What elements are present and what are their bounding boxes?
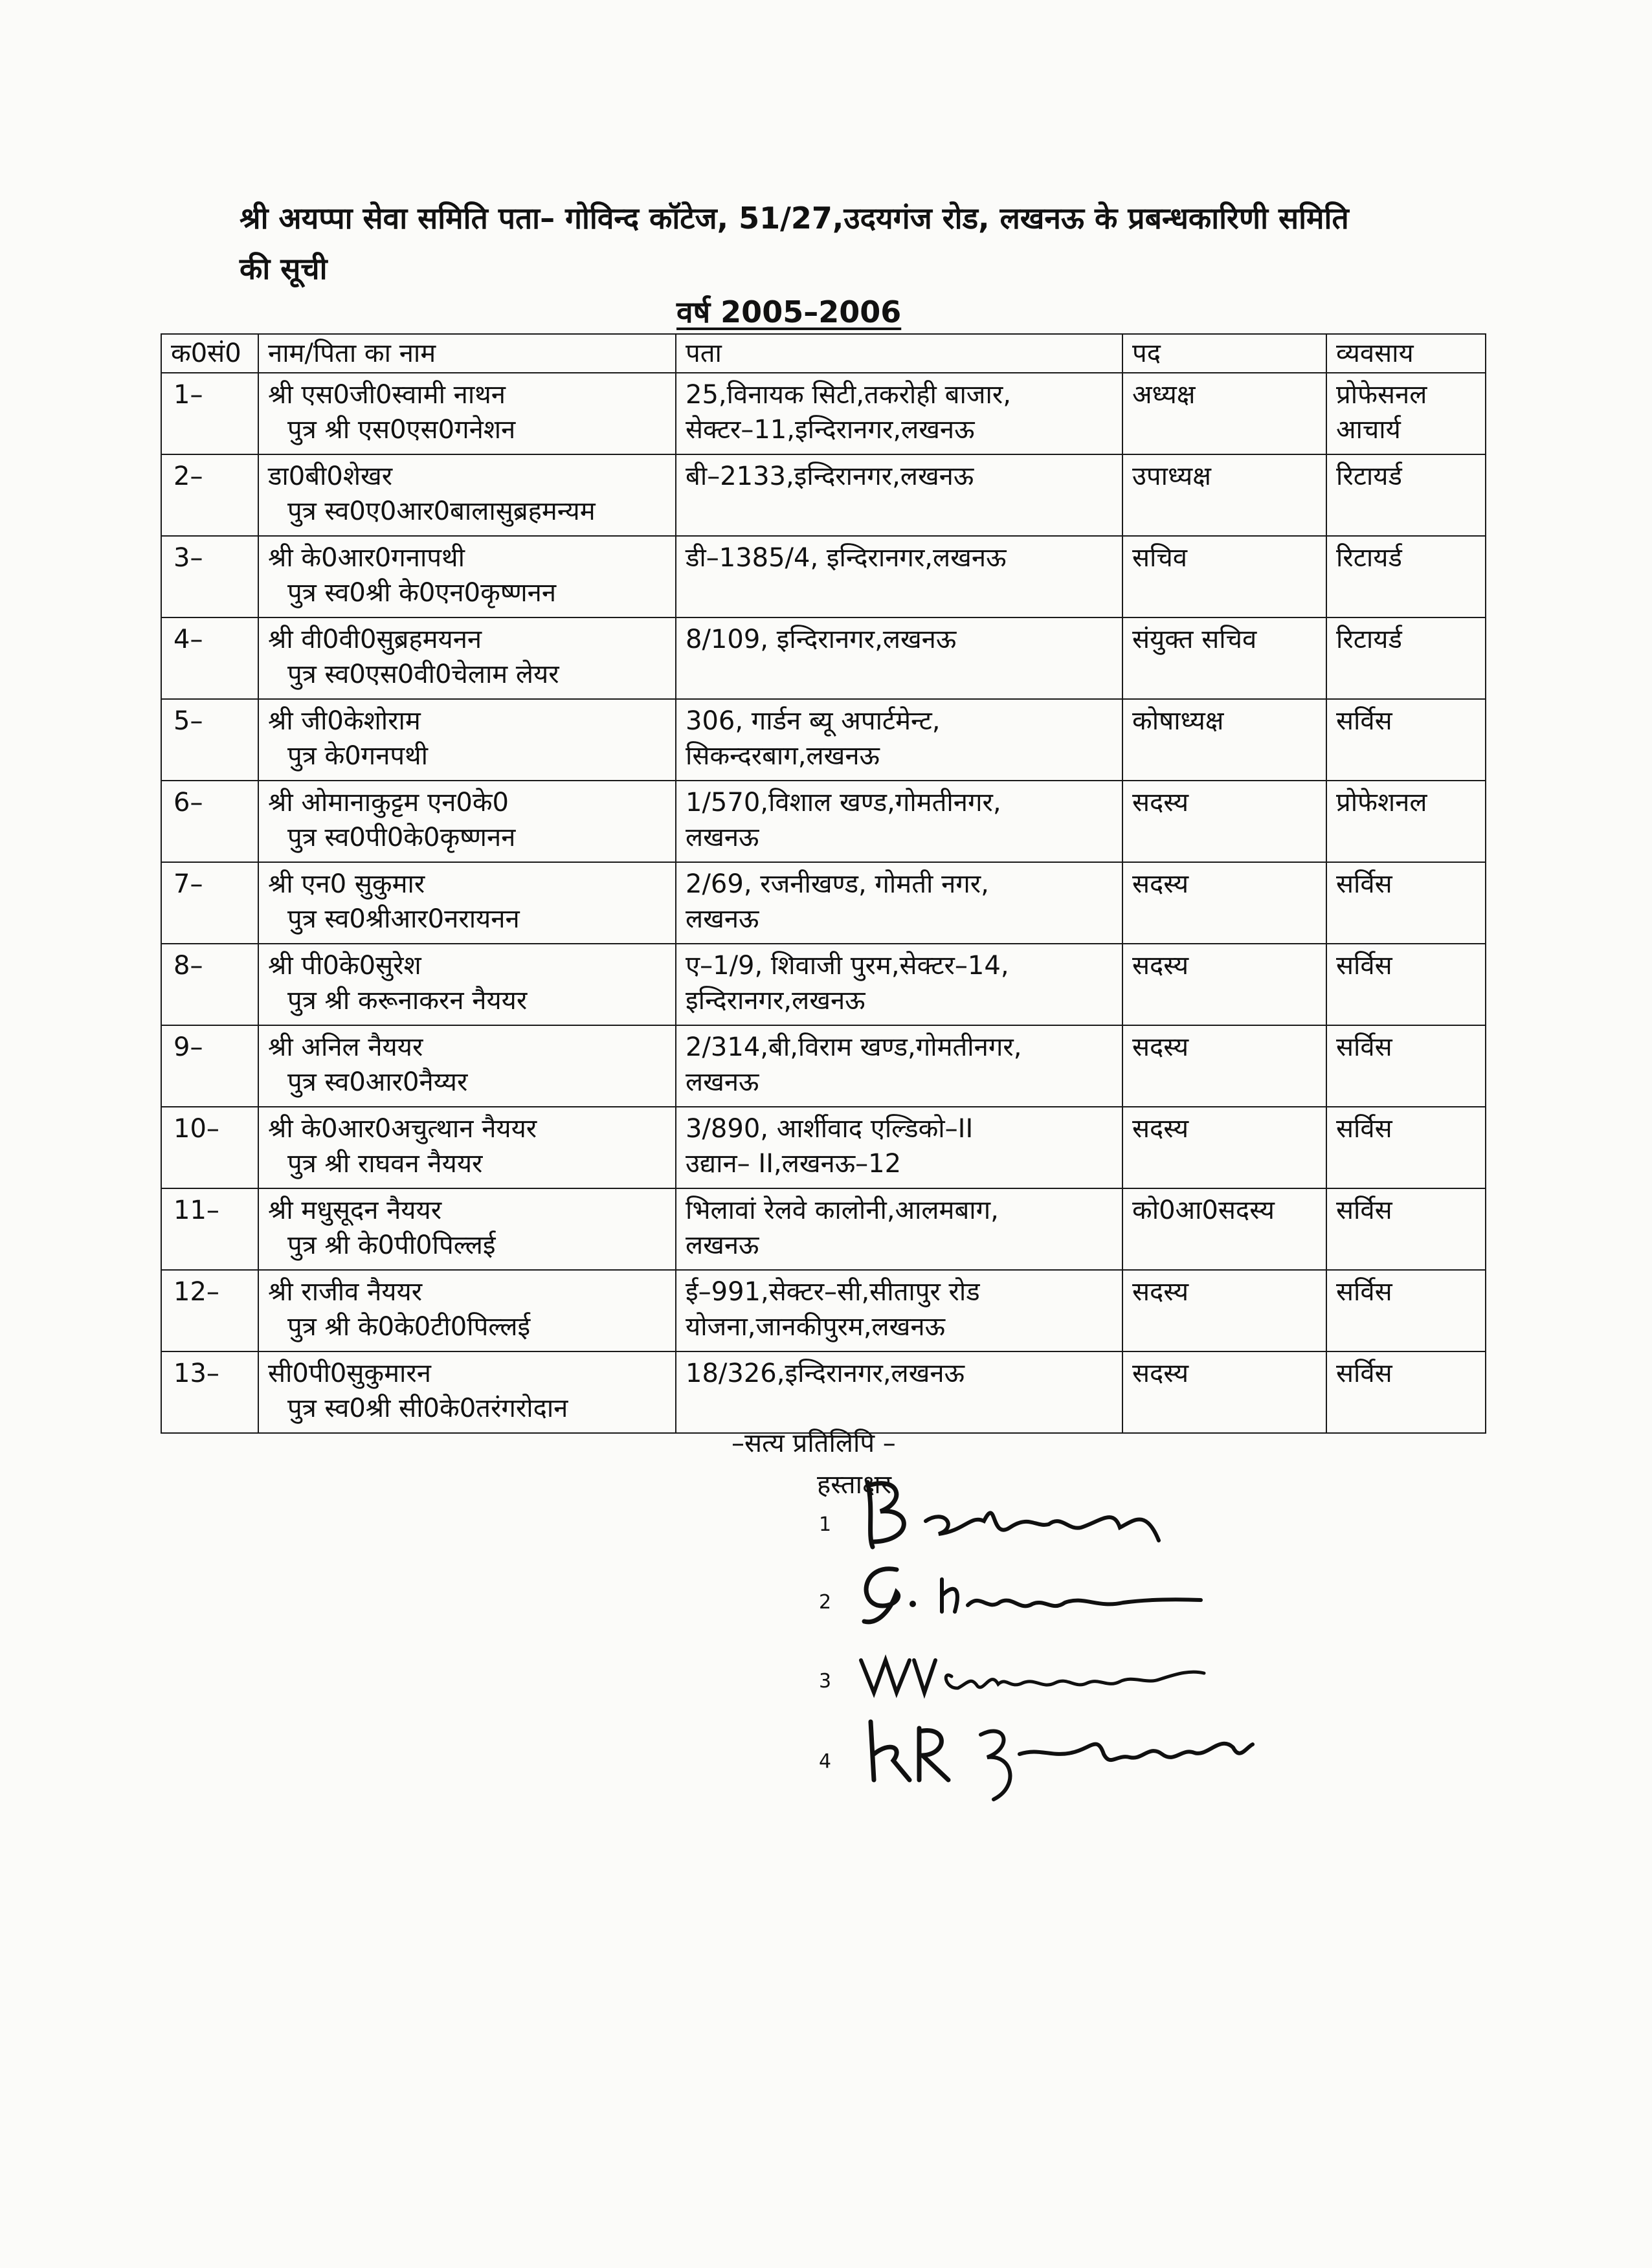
serial-cell — [161, 1025, 258, 1107]
post-cell — [1122, 699, 1326, 781]
table-body — [161, 373, 1486, 1433]
address-cell — [676, 1188, 1122, 1270]
name-cell — [258, 781, 676, 862]
column-header-name: नाम/पिता का नाम — [258, 334, 676, 373]
name-cell — [258, 944, 676, 1025]
signature-4-image — [858, 1709, 1311, 1806]
serial-cell — [161, 536, 258, 617]
serial-number: 1– — [173, 380, 203, 410]
member-name: डा0बी0शेखर — [268, 461, 393, 491]
address-line-1: भिलावां रेलवे कालोनी,आलमबाग, — [686, 1195, 999, 1225]
address-cell — [676, 454, 1122, 536]
occupation-line-1: रिटायर्ड — [1336, 625, 1402, 654]
post-value: सदस्य — [1132, 1277, 1189, 1307]
signature-number: 4 — [819, 1750, 832, 1773]
member-name: श्री जी0केशोराम — [268, 706, 421, 736]
name-cell — [258, 862, 676, 944]
father-name: पुत्र स्व0एस0वी0चेलाम लेयर — [287, 660, 559, 689]
address-line-1: 2/69, रजनीखण्ड, गोमती नगर, — [686, 869, 989, 899]
occupation-line-1: सर्विस — [1336, 1359, 1392, 1388]
post-value: सदस्य — [1132, 788, 1189, 817]
father-name: पुत्र के0गनपथी — [287, 741, 429, 771]
occupation-cell — [1326, 862, 1486, 944]
name-cell — [258, 1188, 676, 1270]
serial-cell — [161, 617, 258, 699]
post-value: सचिव — [1132, 543, 1188, 573]
table-row — [161, 862, 1486, 944]
occupation-cell — [1326, 944, 1486, 1025]
name-cell — [258, 617, 676, 699]
member-name: श्री एन0 सुकुमार — [268, 869, 425, 899]
table-row — [161, 781, 1486, 862]
occupation-cell — [1326, 536, 1486, 617]
address-cell — [676, 1107, 1122, 1188]
name-cell — [258, 373, 676, 454]
occupation-line-1: सर्विस — [1336, 951, 1392, 981]
post-cell — [1122, 536, 1326, 617]
serial-number: 4– — [173, 625, 203, 654]
post-value: अध्यक्ष — [1132, 380, 1196, 410]
father-name: पुत्र स्व0श्रीआर0नरायनन — [287, 904, 520, 934]
occupation-cell — [1326, 373, 1486, 454]
member-name: श्री राजीव नैययर — [268, 1277, 423, 1307]
table-row — [161, 617, 1486, 699]
signature-1-image — [854, 1469, 1191, 1553]
column-header-occupation: व्यवसाय — [1326, 334, 1486, 373]
table-header-row — [161, 334, 1486, 373]
name-cell — [258, 1270, 676, 1351]
address-cell — [676, 1270, 1122, 1351]
post-cell — [1122, 454, 1326, 536]
post-value: संयुक्त सचिव — [1132, 625, 1257, 654]
serial-cell — [161, 862, 258, 944]
occupation-cell — [1326, 1025, 1486, 1107]
member-name: सी0पी0सुकुमारन — [268, 1359, 431, 1388]
occupation-line-2: आचार्य — [1336, 415, 1401, 445]
father-name: पुत्र श्री राघवन नैययर — [287, 1149, 483, 1179]
occupation-cell — [1326, 781, 1486, 862]
post-cell — [1122, 862, 1326, 944]
member-name: श्री मधुसूदन नैययर — [268, 1195, 442, 1225]
occupation-line-1: रिटायर्ड — [1336, 543, 1402, 573]
serial-number: 9– — [173, 1032, 203, 1062]
table-row — [161, 373, 1486, 454]
serial-number: 5– — [173, 706, 203, 736]
signature-number: 3 — [819, 1670, 832, 1693]
column-header-serial: क0सं0 — [161, 334, 258, 373]
address-line-1: 8/109, इन्दिरानगर,लखनऊ — [686, 625, 957, 654]
father-name: पुत्र श्री करूनाकरन नैययर — [287, 986, 528, 1016]
address-cell — [676, 1351, 1122, 1433]
post-value: सदस्य — [1132, 869, 1189, 899]
address-line-2: लखनऊ — [686, 1230, 759, 1260]
occupation-cell — [1326, 1351, 1486, 1433]
column-header-address: पता — [676, 334, 1122, 373]
table-row — [161, 454, 1486, 536]
father-name: पुत्र स्व0ए0आर0बालासुब्रहमन्यम — [287, 496, 596, 526]
name-cell — [258, 699, 676, 781]
serial-number: 13– — [173, 1359, 219, 1388]
address-cell — [676, 1025, 1122, 1107]
serial-cell — [161, 1188, 258, 1270]
father-name: पुत्र श्री एस0एस0गनेशन — [287, 415, 516, 445]
member-name: श्री अनिल नैययर — [268, 1032, 423, 1062]
address-line-1: 1/570,विशाल खण्ड,गोमतीनगर, — [686, 788, 1001, 817]
serial-number: 6– — [173, 788, 203, 817]
address-line-2: लखनऊ — [686, 904, 759, 934]
address-cell — [676, 617, 1122, 699]
occupation-cell — [1326, 617, 1486, 699]
name-cell — [258, 1351, 676, 1433]
post-value: सदस्य — [1132, 1114, 1189, 1144]
post-value: सदस्य — [1132, 1032, 1189, 1062]
signature-label: हस्ताक्षर — [817, 1470, 891, 1500]
serial-cell — [161, 1107, 258, 1188]
occupation-line-1: सर्विस — [1336, 706, 1392, 736]
address-cell — [676, 862, 1122, 944]
post-cell — [1122, 1270, 1326, 1351]
table-row — [161, 1351, 1486, 1433]
address-cell — [676, 699, 1122, 781]
post-cell — [1122, 617, 1326, 699]
address-line-2: लखनऊ — [686, 823, 759, 852]
name-cell — [258, 1107, 676, 1188]
address-line-2: इन्दिरानगर,लखनऊ — [686, 986, 865, 1016]
father-name: पुत्र श्री के0पी0पिल्लई — [287, 1230, 496, 1260]
serial-cell — [161, 454, 258, 536]
post-value: सदस्य — [1132, 1359, 1189, 1388]
name-cell — [258, 454, 676, 536]
occupation-cell — [1326, 1107, 1486, 1188]
serial-number: 12– — [173, 1277, 219, 1307]
address-line-1: डी–1385/4, इन्दिरानगर,लखनऊ — [686, 543, 1007, 573]
occupation-line-1: सर्विस — [1336, 1114, 1392, 1144]
occupation-line-1: सर्विस — [1336, 1195, 1392, 1225]
father-name: पुत्र स्व0पी0के0कृष्णनन — [287, 823, 516, 852]
occupation-line-1: प्रोफेशनल — [1336, 788, 1427, 817]
address-line-2: सिकन्दरबाग,लखनऊ — [686, 741, 880, 771]
post-cell — [1122, 1107, 1326, 1188]
post-value: को0आ0सदस्य — [1132, 1195, 1275, 1225]
address-line-1: ए–1/9, शिवाजी पुरम,सेक्टर–14, — [686, 951, 1009, 981]
table-row — [161, 1025, 1486, 1107]
member-name: श्री के0आर0गनापथी — [268, 543, 465, 573]
post-value: कोषाध्यक्ष — [1132, 706, 1224, 736]
post-cell — [1122, 1025, 1326, 1107]
year-heading: वर्ष 2005–2006 — [676, 295, 902, 329]
member-name: श्री पी0के0सुरेश — [268, 951, 421, 981]
name-cell — [258, 1025, 676, 1107]
serial-cell — [161, 373, 258, 454]
true-copy-label: –सत्य प्रतिलिपि – — [731, 1429, 896, 1458]
table-row — [161, 944, 1486, 1025]
member-name: श्री ओमानाकुट्टम एन0के0 — [268, 788, 509, 817]
signature-3-image — [854, 1638, 1256, 1709]
serial-number: 10– — [173, 1114, 219, 1144]
address-cell — [676, 373, 1122, 454]
occupation-line-1: रिटायर्ड — [1336, 461, 1402, 491]
father-name: पुत्र स्व0श्री सी0के0तरंगरोदान — [287, 1394, 568, 1423]
address-line-1: 18/326,इन्दिरानगर,लखनऊ — [686, 1359, 965, 1388]
serial-number: 7– — [173, 869, 203, 899]
serial-cell — [161, 944, 258, 1025]
column-header-post: पद — [1122, 334, 1326, 373]
serial-number: 11– — [173, 1195, 219, 1225]
signature-2-image — [851, 1560, 1214, 1631]
father-name: पुत्र स्व0आर0नैय्यर — [287, 1067, 468, 1097]
committee-table — [161, 333, 1486, 1434]
occupation-line-1: सर्विस — [1336, 1277, 1392, 1307]
signature-number: 2 — [819, 1591, 832, 1614]
serial-cell — [161, 781, 258, 862]
table-row — [161, 536, 1486, 617]
serial-number: 2– — [173, 461, 203, 491]
address-line-1: बी–2133,इन्दिरानगर,लखनऊ — [686, 461, 974, 491]
serial-number: 3– — [173, 543, 203, 573]
serial-cell — [161, 1351, 258, 1433]
address-cell — [676, 536, 1122, 617]
address-line-2: योजना,जानकीपुरम,लखनऊ — [686, 1312, 945, 1342]
table-row — [161, 699, 1486, 781]
address-line-1: 2/314,बी,विराम खण्ड,गोमतीनगर, — [686, 1032, 1022, 1062]
occupation-cell — [1326, 454, 1486, 536]
post-cell — [1122, 944, 1326, 1025]
address-line-1: 3/890, आर्शीवाद एल्डिको–II — [686, 1114, 974, 1144]
address-cell — [676, 781, 1122, 862]
occupation-line-1: प्रोफेसनल — [1336, 380, 1427, 410]
signature-number: 1 — [819, 1513, 832, 1536]
father-name: पुत्र श्री के0के0टी0पिल्लई — [287, 1312, 531, 1342]
post-cell — [1122, 1188, 1326, 1270]
occupation-cell — [1326, 699, 1486, 781]
occupation-cell — [1326, 1270, 1486, 1351]
address-line-1: 306, गार्डन ब्यू अपार्टमेन्ट, — [686, 706, 941, 736]
table-row — [161, 1107, 1486, 1188]
table-row — [161, 1188, 1486, 1270]
address-line-2: उद्यान– II,लखनऊ–12 — [686, 1149, 902, 1179]
member-name: श्री एस0जी0स्वामी नाथन — [268, 380, 506, 410]
address-line-2: लखनऊ — [686, 1067, 759, 1097]
serial-number: 8– — [173, 951, 203, 981]
post-cell — [1122, 373, 1326, 454]
name-cell — [258, 536, 676, 617]
occupation-line-1: सर्विस — [1336, 1032, 1392, 1062]
post-cell — [1122, 1351, 1326, 1433]
post-cell — [1122, 781, 1326, 862]
father-name: पुत्र स्व0श्री के0एन0कृष्णनन — [287, 578, 557, 608]
member-name: श्री के0आर0अचुत्थान नैययर — [268, 1114, 537, 1144]
occupation-line-1: सर्विस — [1336, 869, 1392, 899]
occupation-cell — [1326, 1188, 1486, 1270]
post-value: सदस्य — [1132, 951, 1189, 981]
address-line-2: सेक्टर–11,इन्दिरानगर,लखनऊ — [686, 415, 975, 445]
table-row — [161, 1270, 1486, 1351]
post-value: उपाध्यक्ष — [1132, 461, 1211, 491]
address-line-1: 25,विनायक सिटी,तकरोही बाजार, — [686, 380, 1011, 410]
address-cell — [676, 944, 1122, 1025]
serial-cell — [161, 699, 258, 781]
address-line-1: ई–991,सेक्टर–सी,सीतापुर रोड — [686, 1277, 980, 1307]
serial-cell — [161, 1270, 258, 1351]
document-title: श्री अयप्पा सेवा समिति पता– गोविन्द कॉटेज, 51/27,उदयगंज रोड, लखनऊ के प्रबन्धकारिणी समिति की सूची — [240, 201, 1349, 286]
member-name: श्री वी0वी0सुब्रहमयनन — [268, 625, 482, 654]
